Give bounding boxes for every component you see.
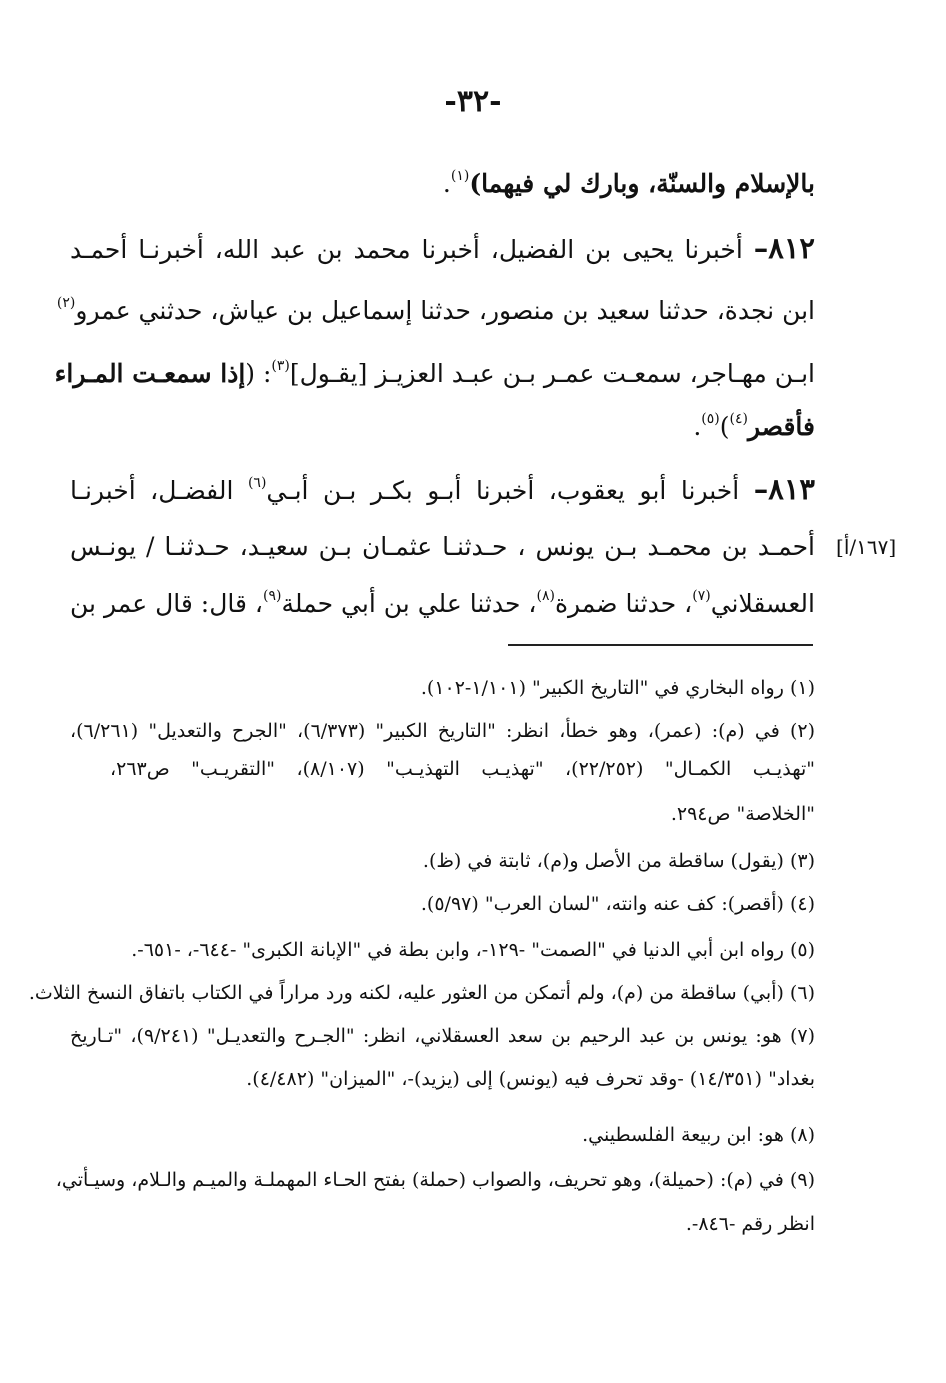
- page-number: -٣٢-: [444, 84, 502, 119]
- footnote-9-line-1: (٩) في (م): (حميلة)، وهو تحريف، والصواب (حملة) بفتح الحـاء المهملـة والميـم والـلام، وسيـأتي،: [55, 1169, 815, 1191]
- footnote-7-line-2: بغداد" (١٤/٣٥١) -وقد تحرف فيه (يونس) إلى (يزيد)-، "الميزان" (٤/٤٨٢).: [246, 1068, 815, 1090]
- hadith-812-line-4: فأقصر$^{(٤)}$)$^{(٥)}$.: [693, 411, 815, 441]
- footnote-ref-1: (١): [450, 168, 470, 184]
- footnote-8: (٨) هو: ابن ربيعة الفلسطيني.: [582, 1124, 815, 1146]
- hadith-813-line-2: أحمـد بن محمـد بـن يونس ، حـدثنـا عثمـان بـن سعيـد، حـدثنـا / يونـس: [70, 532, 815, 561]
- hadith-812-line-3: ابـن مهـاجر، سمعـت عمـر بـن عبـد العزيـز [يقـول]$^{(٣)}$: (إذا سمعـت المـراء: [54, 358, 815, 388]
- footnote-6: (٦) (أبي) ساقطة من (م)، ولم أتمكن من العثور عليه، لكنه ورد مراراً في الكتاب باتفاق النسخ الثلاث.: [28, 982, 815, 1004]
- footnote-3: (٣) (يقول) ساقطة من الأصل و(م)، ثابتة في (ظ).: [422, 850, 815, 872]
- footnote-2-line-2: "تهذيـب الكمـال" (٢٢/٢٥٢)، "تهذيـب التهذيـب" (٨/١٠٧)، "التقريـب" ص٢٦٣،: [110, 758, 815, 780]
- footnote-ref-7: (٧): [692, 588, 711, 604]
- footnote-7-line-1: (٧) هو: يونس بن عبد الرحيم بن سعد العسقلاني، انظر: "الجـرح والتعديـل" (٩/٢٤١)، "تـاريخ: [70, 1025, 815, 1047]
- footnote-4: (٤) (أقصر): كف عنه وانته، "لسان العرب" (٥/٩٧).: [420, 893, 815, 915]
- footnote-separator: [508, 644, 813, 646]
- footnote-2-line-1: (٢) في (م): (عمر)، وهو خطأ، انظر: "التاريخ الكبير" (٦/٣٧٣)، "الجرح والتعديل" (٦/٢٦١)،: [70, 720, 815, 742]
- hadith-813-line-1: ٨١٣– أخبرنا أبو يعقوب، أخبرنا أبـو بكـر بـن أبـي$^{(٦)}$ الفضـل، أخبرنـا: [70, 472, 815, 506]
- footnote-2-line-3: "الخلاصة" ص٢٩٤.: [670, 803, 815, 825]
- hadith-number-813: ٨١٣–: [753, 472, 815, 506]
- footnote-ref-3: (٣): [271, 358, 290, 374]
- footnote-5: (٥) رواه ابن أبي الدنيا في "الصمت" -١٢٩-، وابن بطة في "الإبانة الكبرى" -٦٤٤-، -٦٥١-.: [131, 939, 815, 961]
- footnote-ref-2: (٢): [56, 295, 76, 311]
- hadith-811-ending: بالإسلام والسنّة، وبارك لي فيهما): [469, 169, 815, 198]
- footnote-9-line-2: انظر رقم -٨٤٦-.: [685, 1213, 815, 1235]
- manuscript-folio-note: [١٦٧/أ]: [836, 535, 897, 559]
- footnote-ref-5: (٥): [701, 411, 720, 427]
- footnote-1: (١) رواه البخاري في "التاريخ الكبير" (١/١٠١-١٠٢).: [420, 677, 815, 699]
- hadith-812-line-1: ٨١٢– أخبرنا يحيى بن الفضيل، أخبرنا محمد بن عبد الله، أخبرنـا أحمـد: [70, 231, 815, 265]
- hadith-number-812: ٨١٢–: [753, 231, 815, 265]
- hadith-813-line-3: العسقلاني$^{(٧)}$، حدثنا ضمرة$^{(٨)}$، حدثنا علي بن أبي حملة$^{(٩)}$، قال: قال عمر بن: [70, 588, 815, 618]
- hadith-812-line-2: ابن نجدة، حدثنا سعيد بن منصور، حدثنا إسماعيل بن عياش، حدثني عمرو$^{(٢)}$: [56, 295, 815, 325]
- footnote-ref-4: (٤): [729, 411, 748, 427]
- footnote-ref-6: (٦): [247, 475, 267, 491]
- footnote-ref-9: (٩): [263, 588, 282, 604]
- text-line-1: بالإسلام والسنّة، وبارك لي فيهما)$^{(١)}$.: [442, 168, 815, 198]
- footnote-ref-8: (٨): [536, 588, 555, 604]
- hadith-812-quote: إذا سمعـت المـراء: [54, 359, 246, 388]
